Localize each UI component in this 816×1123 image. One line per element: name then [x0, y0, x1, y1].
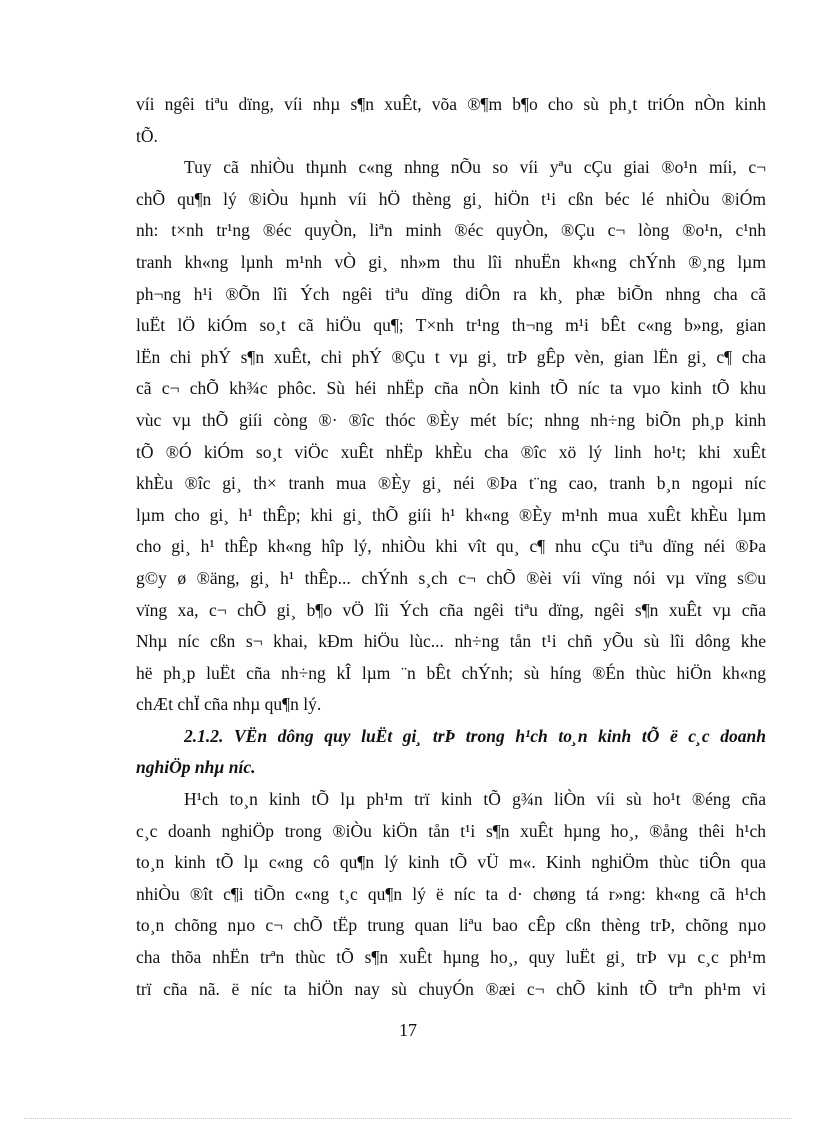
text-line: cã c¬ chÕ kh¾c phôc. Sù héi nhËp cña nÒn kinh tÕ níc ta vµo kinh tÕ khu: [136, 378, 766, 399]
heading-line: 2.1.2. VËn dông quy luËt gi¸ trÞ trong h¹ch to¸n kinh tÕ ë c¸c doanh: [184, 725, 766, 746]
text-line: nhiÒu ®ît c¶i tiÕn c«ng t¸c qu¶n lý ë níc ta d· chøng tá r»ng: kh«ng cã h¹ch: [136, 883, 766, 904]
text-line: cha thõa nhËn trªn thùc tÕ s¶n xuÊt hµng ho¸, quy luËt gi¸ trÞ vµ c¸c ph¹m: [136, 947, 766, 968]
text-line: chÆt chÏ cña nhµ qu¶n lý.: [136, 694, 322, 715]
text-line: trï cña nã. ë níc ta hiÖn nay sù chuyÓn ®æi c¬ chÕ kinh tÕ trªn ph¹m vi: [136, 978, 766, 999]
page-number: 17: [399, 1020, 417, 1040]
text-line: H¹ch to¸n kinh tÕ lµ ph¹m trï kinh tÕ g¾n liÒn víi sù ho¹t ®éng cña: [184, 789, 766, 810]
text-line: lµm cho gi¸ h¹ thÊp; khi gi¸ thÕ giíi h¹ kh«ng ®Èy m¹nh mua xuÊt khÈu lµm: [136, 504, 766, 525]
paragraph-section: [136, 784, 766, 1005]
body-text: [136, 89, 766, 1005]
section-heading: [136, 721, 766, 784]
text-line: to¸n kinh tÕ lµ c«ng cô qu¶n lý kinh tÕ vÜ m«. Kinh nghiÖm thùc tiÔn qua: [136, 852, 766, 873]
text-line: ph¬ng h¹i ®Õn lîi Ých ngêi tiªu dïng diÔn ra kh¸ phæ biÕn nhng cha cã: [136, 283, 766, 304]
text-line: lËn chi phÝ s¶n xuÊt, chi phÝ ®Çu t vµ gi¸ trÞ gÊp vèn, gian lËn gi¸ c¶ cha: [136, 346, 766, 367]
text-line: Tuy cã nhiÒu thµnh c«ng nhng nÕu so víi yªu cÇu giai ®o¹n míi, c¬: [184, 157, 766, 178]
text-line: khÈu ®îc gi¸ th× tranh mua ®Èy gi¸ néi ®Þa t¨ng cao, tranh b¸n ngoµi níc: [136, 473, 766, 494]
heading-line: nghiÖp nhµ níc.: [136, 757, 256, 778]
text-line: luËt lÖ kiÓm so¸t cã hiÖu qu¶; T×nh tr¹ng th¬ng m¹i bÊt c«ng b»ng, gian: [136, 315, 766, 336]
text-line: vùc vµ thÕ giíi còng ®· ®îc thóc ®Èy mét bíc; nhng nh÷ng biÕn ph¸p kinh: [136, 409, 766, 430]
text-line: g©y ø ®äng, gi¸ h¹ thÊp... chÝnh s¸ch c¬ chÕ ®èi víi vïng nói vµ vïng s©u: [136, 567, 766, 588]
text-line: chÕ qu¶n lý ®iÒu hµnh víi hÖ thèng gi¸ hiÖn t¹i cßn béc lé nhiÒu ®iÓm: [136, 188, 766, 209]
text-line: cho gi¸ h¹ thÊp kh«ng hîp lý, nhiÒu khi vît qu¸ c¶ nhu cÇu tiªu dïng néi ®Þa: [136, 536, 766, 557]
text-line: tÕ ®Ó kiÓm so¸t viÖc xuÊt nhËp khÈu cha ®îc xö lý linh ho¹t; khi xuÊt: [136, 441, 766, 462]
paragraph-main: [136, 152, 766, 721]
text-line: vïng xa, c¬ chÕ gi¸ b¶o vÖ lîi Ých cña ngêi tiªu dïng, ngêi s¶n xuÊt vµ cña: [136, 599, 766, 620]
paragraph-intro: [136, 89, 766, 152]
text-line: to¸n chõng nµo c¬ chÕ tËp trung quan liªu bao cÊp cßn thèng trÞ, chõng nµo: [136, 915, 766, 936]
text-line: tÕ.: [136, 125, 158, 146]
text-line: tranh kh«ng lµnh m¹nh vÒ gi¸ nh»m thu lîi nhuËn kh«ng chÝnh ®¸ng lµm: [136, 251, 766, 272]
page-bottom-divider: [24, 1118, 792, 1119]
text-line: hë ph¸p luËt cña nh÷ng kÎ lµm ¨n bÊt chÝnh; sù híng ®Én thùc hiÖn kh«ng: [136, 662, 766, 683]
text-line: nh: t×nh tr¹ng ®éc quyÒn, liªn minh ®éc quyÒn, ®Çu c¬ lòng ®o¹n, c¹nh: [136, 220, 766, 241]
text-line: c¸c doanh nghiÖp trong ®iÒu kiÖn tån t¹i s¶n xuÊt hµng ho¸, ®ång thêi h¹ch: [136, 820, 766, 841]
text-line: víi ngêi tiªu dïng, víi nhµ s¶n xuÊt, võa ®¶m b¶o cho sù ph¸t triÓn nÒn kinh: [136, 94, 766, 114]
text-line: Nhµ níc cßn s¬ khai, kÐm hiÖu lùc... nh÷ng tån t¹i chñ yÕu sù lîi dông khe: [136, 631, 766, 652]
